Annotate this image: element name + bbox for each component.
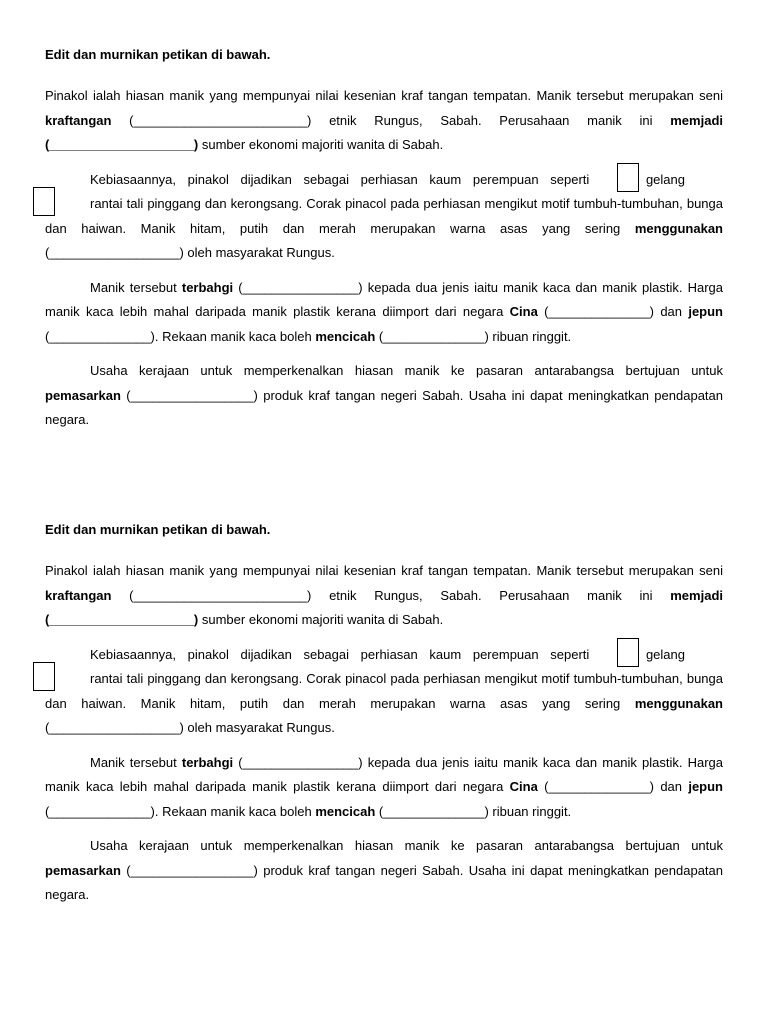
boxed-word — [45, 192, 123, 217]
error-word: mencicah — [315, 328, 376, 344]
paragraph-1 — [45, 559, 723, 633]
error-word: menggunakan — [634, 695, 723, 711]
paragraph-2 — [45, 643, 723, 741]
text: (__________________) oleh masyarakat Rungus. — [45, 720, 335, 735]
boxed-word — [45, 667, 123, 692]
paragraph-3 — [45, 276, 723, 350]
paragraph-1 — [45, 84, 723, 158]
text: (______________). Rekaan manik kaca boleh — [45, 803, 316, 819]
highlight-box — [33, 662, 55, 691]
text: (__________________) oleh masyarakat Rungus. — [45, 245, 335, 260]
error-word: pemasarkan — [45, 387, 121, 403]
text: Usaha kerajaan untuk memperkenalkan hiasan manik ke pasaran antarabangsa bertujuan untuk — [90, 838, 723, 853]
text: (______________) dan — [537, 779, 689, 794]
text: sumber ekonomi majoriti wanita di Sabah. — [198, 612, 444, 627]
error-word: menggunakan — [634, 220, 723, 236]
text: (______________) dan — [537, 304, 689, 319]
text: (_________________) produk kraf tangan negeri Sabah. Usaha ini dapat meningkatkan pendapatan negara. — [45, 862, 723, 902]
highlight-box — [33, 187, 55, 216]
text: tali pinggang dan kerongsang. Corak pinacol pada perhiasan mengikut motif tumbuh-tumbuhan, bunga dan haiwan. Manik hitam, putih dan merah merupakan warna asas yang sering — [45, 196, 723, 236]
text: Kebiasaannya, pinakol dijadikan sebagai perhiasan kaum perempuan seperti — [90, 646, 601, 662]
error-word: terbahgi — [181, 754, 234, 770]
text: Pinakol ialah hiasan manik yang mempunyai nilai kesenian kraf tangan tempatan. Manik tersebut merupakan seni — [45, 88, 723, 103]
error-word: Cina — [509, 779, 538, 794]
paragraph-4 — [45, 834, 723, 908]
boxed-word — [601, 168, 685, 193]
error-word: jepun — [688, 304, 723, 319]
section-title: Edit dan murnikan petikan di bawah. — [45, 522, 271, 537]
error-word: kraftangan — [45, 112, 112, 128]
boxed-word — [601, 643, 685, 668]
exercise-section-2 — [45, 522, 723, 908]
text: Usaha kerajaan untuk memperkenalkan hiasan manik ke pasaran antarabangsa bertujuan untuk — [90, 363, 723, 378]
text: (________________________) etnik Rungus, Sabah. Perusahaan manik ini — [111, 112, 671, 128]
error-word: jepun — [688, 779, 723, 794]
paragraph-2 — [45, 168, 723, 266]
word: gelang — [645, 646, 685, 662]
error-word: Cina — [509, 304, 538, 319]
highlight-box — [617, 163, 639, 192]
error-word: pemasarkan — [45, 862, 121, 878]
section-title: Edit dan murnikan petikan di bawah. — [45, 47, 271, 62]
text: (________________) kepada dua jenis iaitu manik kaca dan manik plastik. Harga manik kaca lebih mahal daripada manik plastik kerana diimport dari negara — [45, 279, 723, 319]
text: Kebiasaannya, pinakol dijadikan sebagai perhiasan kaum perempuan seperti — [90, 171, 601, 187]
error-word: memjadi (____________________) — [45, 112, 723, 152]
exercise-section-1 — [45, 47, 723, 433]
word: rantai — [90, 671, 123, 686]
text: (_________________) produk kraf tangan negeri Sabah. Usaha ini dapat meningkatkan pendapatan negara. — [45, 387, 723, 427]
text: (________________________) etnik Rungus, Sabah. Perusahaan manik ini — [111, 587, 671, 603]
text: Manik tersebut — [90, 754, 182, 770]
error-word: memjadi (____________________) — [45, 587, 723, 627]
text: Pinakol ialah hiasan manik yang mempunyai nilai kesenian kraf tangan tempatan. Manik tersebut merupakan seni — [45, 563, 723, 578]
text: sumber ekonomi majoriti wanita di Sabah. — [198, 137, 444, 152]
word: rantai — [90, 196, 123, 211]
text: (________________) kepada dua jenis iaitu manik kaca dan manik plastik. Harga manik kaca lebih mahal daripada manik plastik kerana diimport dari negara — [45, 754, 723, 794]
text: Manik tersebut — [90, 279, 182, 295]
error-word: kraftangan — [45, 587, 112, 603]
text: (______________) ribuan ringgit. — [375, 328, 572, 344]
text: tali pinggang dan kerongsang. Corak pinacol pada perhiasan mengikut motif tumbuh-tumbuhan, bunga dan haiwan. Manik hitam, putih dan merah merupakan warna asas yang sering — [45, 671, 723, 711]
paragraph-4 — [45, 359, 723, 433]
paragraph-3 — [45, 751, 723, 825]
error-word: terbahgi — [181, 279, 234, 295]
highlight-box — [617, 638, 639, 667]
word: gelang — [645, 171, 685, 187]
text: (______________) ribuan ringgit. — [375, 803, 572, 819]
text: (______________). Rekaan manik kaca boleh — [45, 328, 316, 344]
error-word: mencicah — [315, 803, 376, 819]
